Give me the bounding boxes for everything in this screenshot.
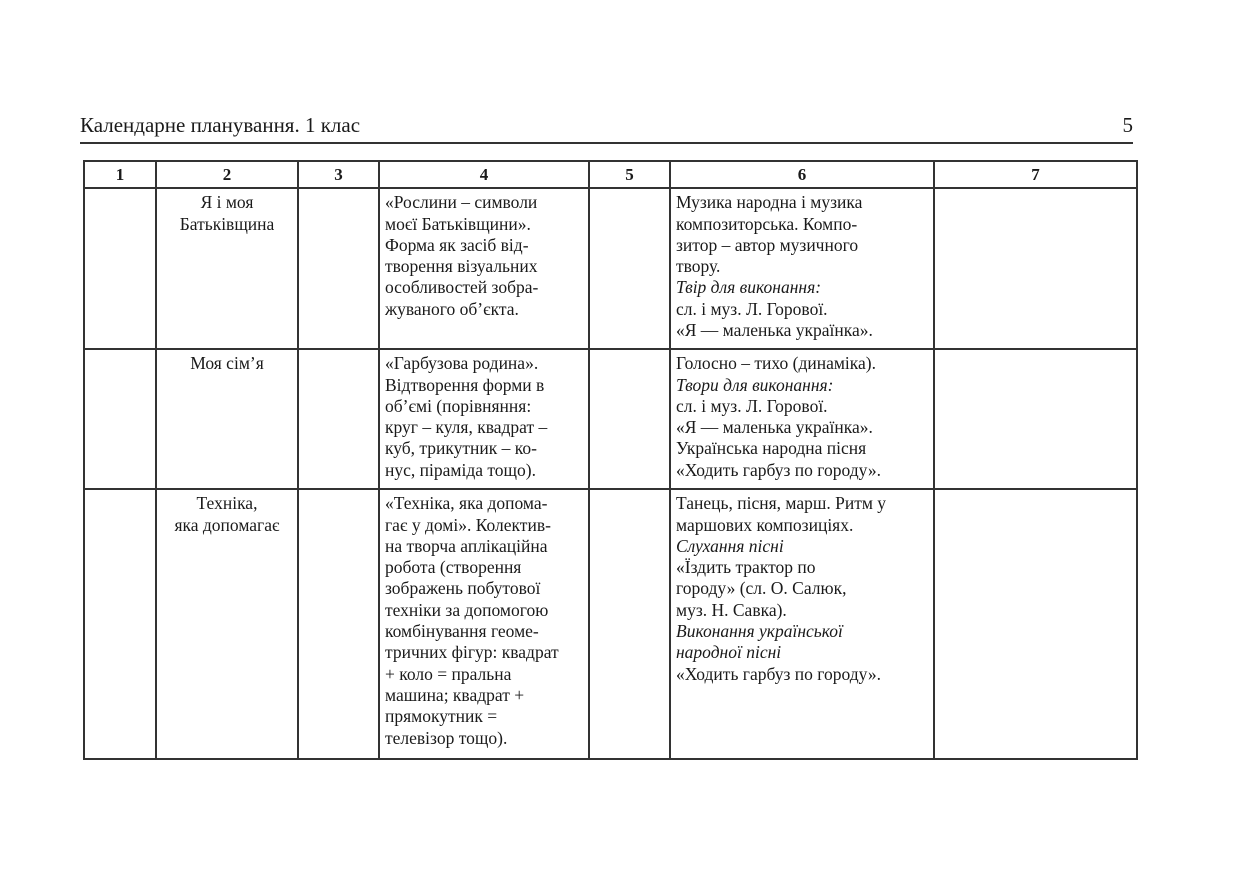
cell-line: прямокутник = <box>385 706 498 727</box>
column-header-6: 6 <box>670 161 934 188</box>
table-cell-col3 <box>298 489 379 759</box>
page-number: 5 <box>1122 113 1133 137</box>
cell-line: Форма як засіб від- <box>385 234 529 255</box>
cell-line: робота (створення <box>385 557 522 578</box>
cell-line: гає у домі». Колектив- <box>385 514 551 535</box>
cell-line: Музика народна і музика <box>676 192 863 213</box>
cell-line: Відтворення форми в <box>385 374 545 395</box>
cell-line: Твір для виконання: <box>676 277 822 298</box>
column-header-1: 1 <box>84 161 156 188</box>
page-title: Календарне планування. 1 клас <box>80 113 361 137</box>
cell-line: Українська народна пісня <box>676 438 867 459</box>
table-cell-col2 <box>156 349 298 489</box>
table-cell-col1 <box>84 349 156 489</box>
cell-line: на творча аплікаційна <box>385 535 548 556</box>
page-header <box>80 112 1133 144</box>
table-cell-col6 <box>670 489 934 759</box>
cell-line: «Рослини – символи <box>385 192 538 213</box>
cell-line: Техніка, <box>196 493 258 514</box>
cell-line: муз. Н. Савка). <box>676 599 787 620</box>
cell-line: творення візуальних <box>385 256 538 277</box>
cell-line: об’ємі (порівняння: <box>385 395 532 416</box>
table-cell-col3 <box>298 349 379 489</box>
cell-line: «Я — маленька українка». <box>676 417 873 438</box>
cell-line: твору. <box>676 256 721 277</box>
table-cell-col6 <box>670 349 934 489</box>
cell-line: тричних фігур: квадрат <box>385 642 559 663</box>
table-cell-col1 <box>84 489 156 759</box>
cell-line: круг – куля, квадрат – <box>385 417 548 438</box>
column-header-7: 7 <box>934 161 1137 188</box>
cell-line: «Їздить трактор по <box>676 557 816 578</box>
cell-line: «Гарбузова родина». <box>385 353 539 374</box>
table-cell-col5 <box>589 188 670 349</box>
cell-line: Виконання української <box>676 621 843 642</box>
cell-line: маршових композиціях. <box>676 514 854 535</box>
table-cell-col6 <box>670 188 934 349</box>
cell-line: сл. і муз. Л. Горової. <box>676 395 828 416</box>
table-cell-col4 <box>379 349 589 489</box>
table-header-row <box>84 161 1137 188</box>
table-cell-col3 <box>298 188 379 349</box>
table-row <box>84 188 1137 349</box>
table-row <box>84 349 1137 489</box>
cell-line: яка допомагає <box>174 514 280 535</box>
cell-line: Я і моя <box>200 192 254 213</box>
table-cell-col2 <box>156 489 298 759</box>
column-header-2: 2 <box>156 161 298 188</box>
cell-line: композиторська. Компо- <box>676 213 858 234</box>
planning-table <box>83 160 1138 760</box>
cell-line: Твори для виконання: <box>676 374 834 395</box>
cell-line: Батьківщина <box>179 213 275 234</box>
cell-line: зитор – автор музичного <box>676 234 859 255</box>
table-cell-col2 <box>156 188 298 349</box>
cell-line: «Ходить гарбуз по городу». <box>676 663 881 684</box>
cell-line: нус, піраміда тощо). <box>385 459 536 480</box>
table-cell-col4 <box>379 489 589 759</box>
column-header-4: 4 <box>379 161 589 188</box>
cell-line: машина; квадрат + <box>385 684 525 705</box>
table-row <box>84 489 1137 759</box>
cell-line: комбінування геоме- <box>385 621 539 642</box>
table-cell-col7 <box>934 349 1137 489</box>
cell-line: «Я — маленька українка». <box>676 320 873 341</box>
cell-line: особливостей зобра- <box>385 277 539 298</box>
column-header-3: 3 <box>298 161 379 188</box>
cell-line: техніки за допомогою <box>385 599 549 620</box>
cell-line: «Ходить гарбуз по городу». <box>676 459 881 480</box>
cell-line: телевізор тощо). <box>385 727 508 748</box>
cell-line: «Техніка, яка допома- <box>385 493 548 514</box>
cell-line: сл. і муз. Л. Горової. <box>676 298 828 319</box>
cell-line: городу» (сл. О. Салюк, <box>676 578 847 599</box>
column-header-5: 5 <box>589 161 670 188</box>
cell-line: жуваного об’єкта. <box>385 298 519 319</box>
table-cell-col4 <box>379 188 589 349</box>
cell-line: куб, трикутник – ко- <box>385 438 537 459</box>
cell-line: Слухання пісні <box>676 535 784 556</box>
cell-line: + коло = пральна <box>385 663 512 684</box>
cell-line: народної пісні <box>676 642 782 663</box>
table-cell-col5 <box>589 489 670 759</box>
table-cell-col7 <box>934 188 1137 349</box>
table-cell-col7 <box>934 489 1137 759</box>
cell-line: Танець, пісня, марш. Ритм у <box>676 493 887 514</box>
table-cell-col5 <box>589 349 670 489</box>
cell-line: моєї Батьківщини». <box>385 213 531 234</box>
cell-line: Голосно – тихо (динаміка). <box>676 353 876 374</box>
cell-line: Моя сім’я <box>190 353 264 374</box>
cell-line: зображень побутової <box>385 578 541 599</box>
table-cell-col1 <box>84 188 156 349</box>
